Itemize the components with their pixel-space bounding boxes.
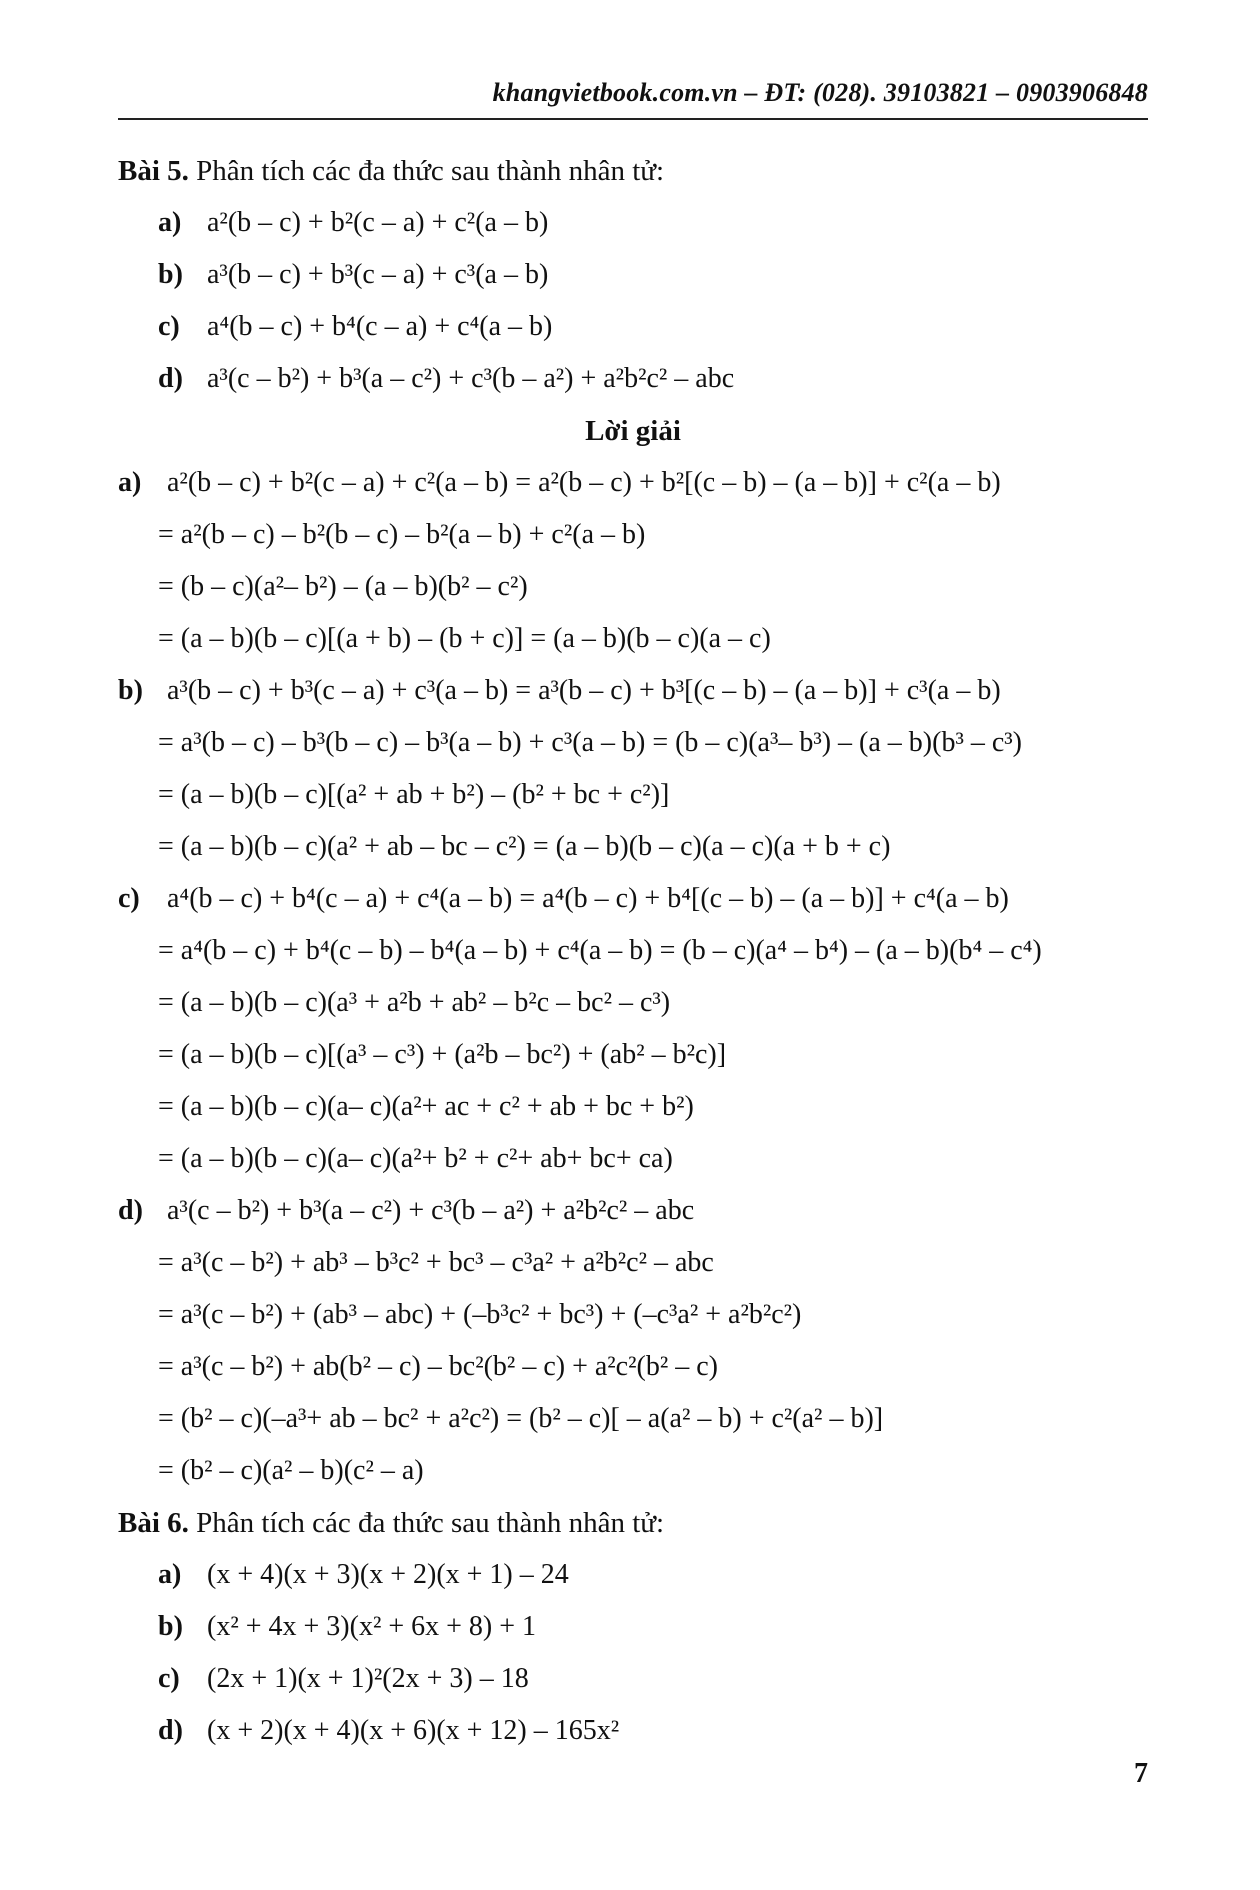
solution-part-c-line <box>118 873 1148 925</box>
exercise-6-item <box>118 1705 1148 1757</box>
item-expression: a⁴(b – c) + b⁴(c – a) + c⁴(a – b) <box>207 311 553 342</box>
solution-step: = (b² – c)(a² – b)(c² – a) <box>158 1455 424 1486</box>
exercise-6-item <box>118 1653 1148 1705</box>
solution-step: a³(b – c) + b³(c – a) + c³(a – b) = a³(b – c) + b³[(c – b) – (a – b)] + c³(a – b) <box>167 675 1001 706</box>
item-expression: a³(b – c) + b³(c – a) + c³(a – b) <box>207 259 549 290</box>
item-expression: (x + 2)(x + 4)(x + 6)(x + 12) – 165x² <box>207 1715 620 1746</box>
solution-step: = (a – b)(b – c)[(a³ – c³) + (a²b – bc²) + (ab² – b²c)] <box>158 1039 727 1070</box>
solution-step: = (a – b)(b – c)(a– c)(a²+ b² + c²+ ab+ bc+ ca) <box>158 1143 673 1174</box>
page-header: khangvietbook.com.vn – ĐT: (028). 39103821 – 0903906848 <box>492 78 1148 107</box>
solution-step: = (a – b)(b – c)(a– c)(a²+ ac + c² + ab + bc + b²) <box>158 1091 694 1122</box>
solution-part-a-line <box>118 457 1148 509</box>
page-content <box>118 145 1148 1757</box>
part-label: a) <box>118 467 142 498</box>
solution-part-d-line <box>118 1185 1148 1237</box>
solution-step: a³(c – b²) + b³(a – c²) + c³(b – a²) + a²b²c² – abc <box>167 1195 695 1226</box>
solution-step: = (a – b)(b – c)[(a² + ab + b²) – (b² + bc + c²)] <box>158 779 670 810</box>
solution-step: = (a – b)(b – c)(a² + ab – bc – c²) = (a – b)(b – c)(a – c)(a + b + c) <box>158 831 891 862</box>
part-label: d) <box>118 1195 143 1226</box>
solution-step: = a³(c – b²) + (ab³ – abc) + (–b³c² + bc³) + (–c³a² + a²b²c²) <box>158 1299 802 1330</box>
solution-step: = (b² – c)(–a³+ ab – bc² + a²c²) = (b² – c)[ – a(a² – b) + c²(a² – b)] <box>158 1403 884 1434</box>
item-label: d) <box>158 363 183 394</box>
item-expression: a²(b – c) + b²(c – a) + c²(a – b) <box>207 207 549 238</box>
exercise-6-label: Bài 6. <box>118 1507 189 1539</box>
item-label: c) <box>158 1663 180 1694</box>
exercise-6-item <box>118 1601 1148 1653</box>
solution-title: Lời giải <box>585 415 681 447</box>
exercise-5-heading <box>118 145 1148 197</box>
page-number: 7 <box>1134 1758 1148 1789</box>
item-label: b) <box>158 1611 183 1642</box>
solution-step: a⁴(b – c) + b⁴(c – a) + c⁴(a – b) = a⁴(b – c) + b⁴[(c – b) – (a – b)] + c⁴(a – b) <box>167 883 1009 914</box>
solution-step: = a³(b – c) – b³(b – c) – b³(a – b) + c³(a – b) = (b – c)(a³– b³) – (a – b)(b³ – c³) <box>158 727 1022 758</box>
exercise-6-item <box>118 1549 1148 1601</box>
exercise-5-item <box>118 249 1148 301</box>
item-label: a) <box>158 1559 182 1590</box>
solution-step: a²(b – c) + b²(c – a) + c²(a – b) = a²(b – c) + b²[(c – b) – (a – b)] + c²(a – b) <box>167 467 1001 498</box>
item-expression: (x + 4)(x + 3)(x + 2)(x + 1) – 24 <box>207 1559 569 1590</box>
exercise-5-item <box>118 197 1148 249</box>
exercise-5-item <box>118 353 1148 405</box>
solution-step: = a³(c – b²) + ab(b² – c) – bc²(b² – c) + a²c²(b² – c) <box>158 1351 718 1382</box>
solution-step: = (a – b)(b – c)(a³ + a²b + ab² – b²c – bc² – c³) <box>158 987 671 1018</box>
solution-step: = (b – c)(a²– b²) – (a – b)(b² – c²) <box>158 571 528 602</box>
exercise-6-prompt: Phân tích các đa thức sau thành nhân tử: <box>196 1507 665 1539</box>
item-expression: a³(c – b²) + b³(a – c²) + c³(b – a²) + a²b²c² – abc <box>207 363 735 394</box>
exercise-5-item <box>118 301 1148 353</box>
exercise-5-label: Bài 5. <box>118 155 189 187</box>
item-expression: (2x + 1)(x + 1)²(2x + 3) – 18 <box>207 1663 529 1694</box>
item-label: c) <box>158 311 180 342</box>
part-label: b) <box>118 675 143 706</box>
item-label: a) <box>158 207 182 238</box>
solution-step: = a²(b – c) – b²(b – c) – b²(a – b) + c²(a – b) <box>158 519 646 550</box>
exercise-6-heading <box>118 1497 1148 1549</box>
item-label: d) <box>158 1715 183 1746</box>
item-expression: (x² + 4x + 3)(x² + 6x + 8) + 1 <box>207 1611 537 1642</box>
header-rule <box>118 118 1148 120</box>
solution-part-b-line <box>118 665 1148 717</box>
item-label: b) <box>158 259 183 290</box>
part-label: c) <box>118 883 140 914</box>
exercise-5-prompt: Phân tích các đa thức sau thành nhân tử: <box>196 155 665 187</box>
solution-step: = a³(c – b²) + ab³ – b³c² + bc³ – c³a² + a²b²c² – abc <box>158 1247 714 1278</box>
solution-step: = a⁴(b – c) + b⁴(c – b) – b⁴(a – b) + c⁴(a – b) = (b – c)(a⁴ – b⁴) – (a – b)(b⁴ – c⁴) <box>158 935 1042 966</box>
solution-step: = (a – b)(b – c)[(a + b) – (b + c)] = (a – b)(b – c)(a – c) <box>158 623 771 654</box>
